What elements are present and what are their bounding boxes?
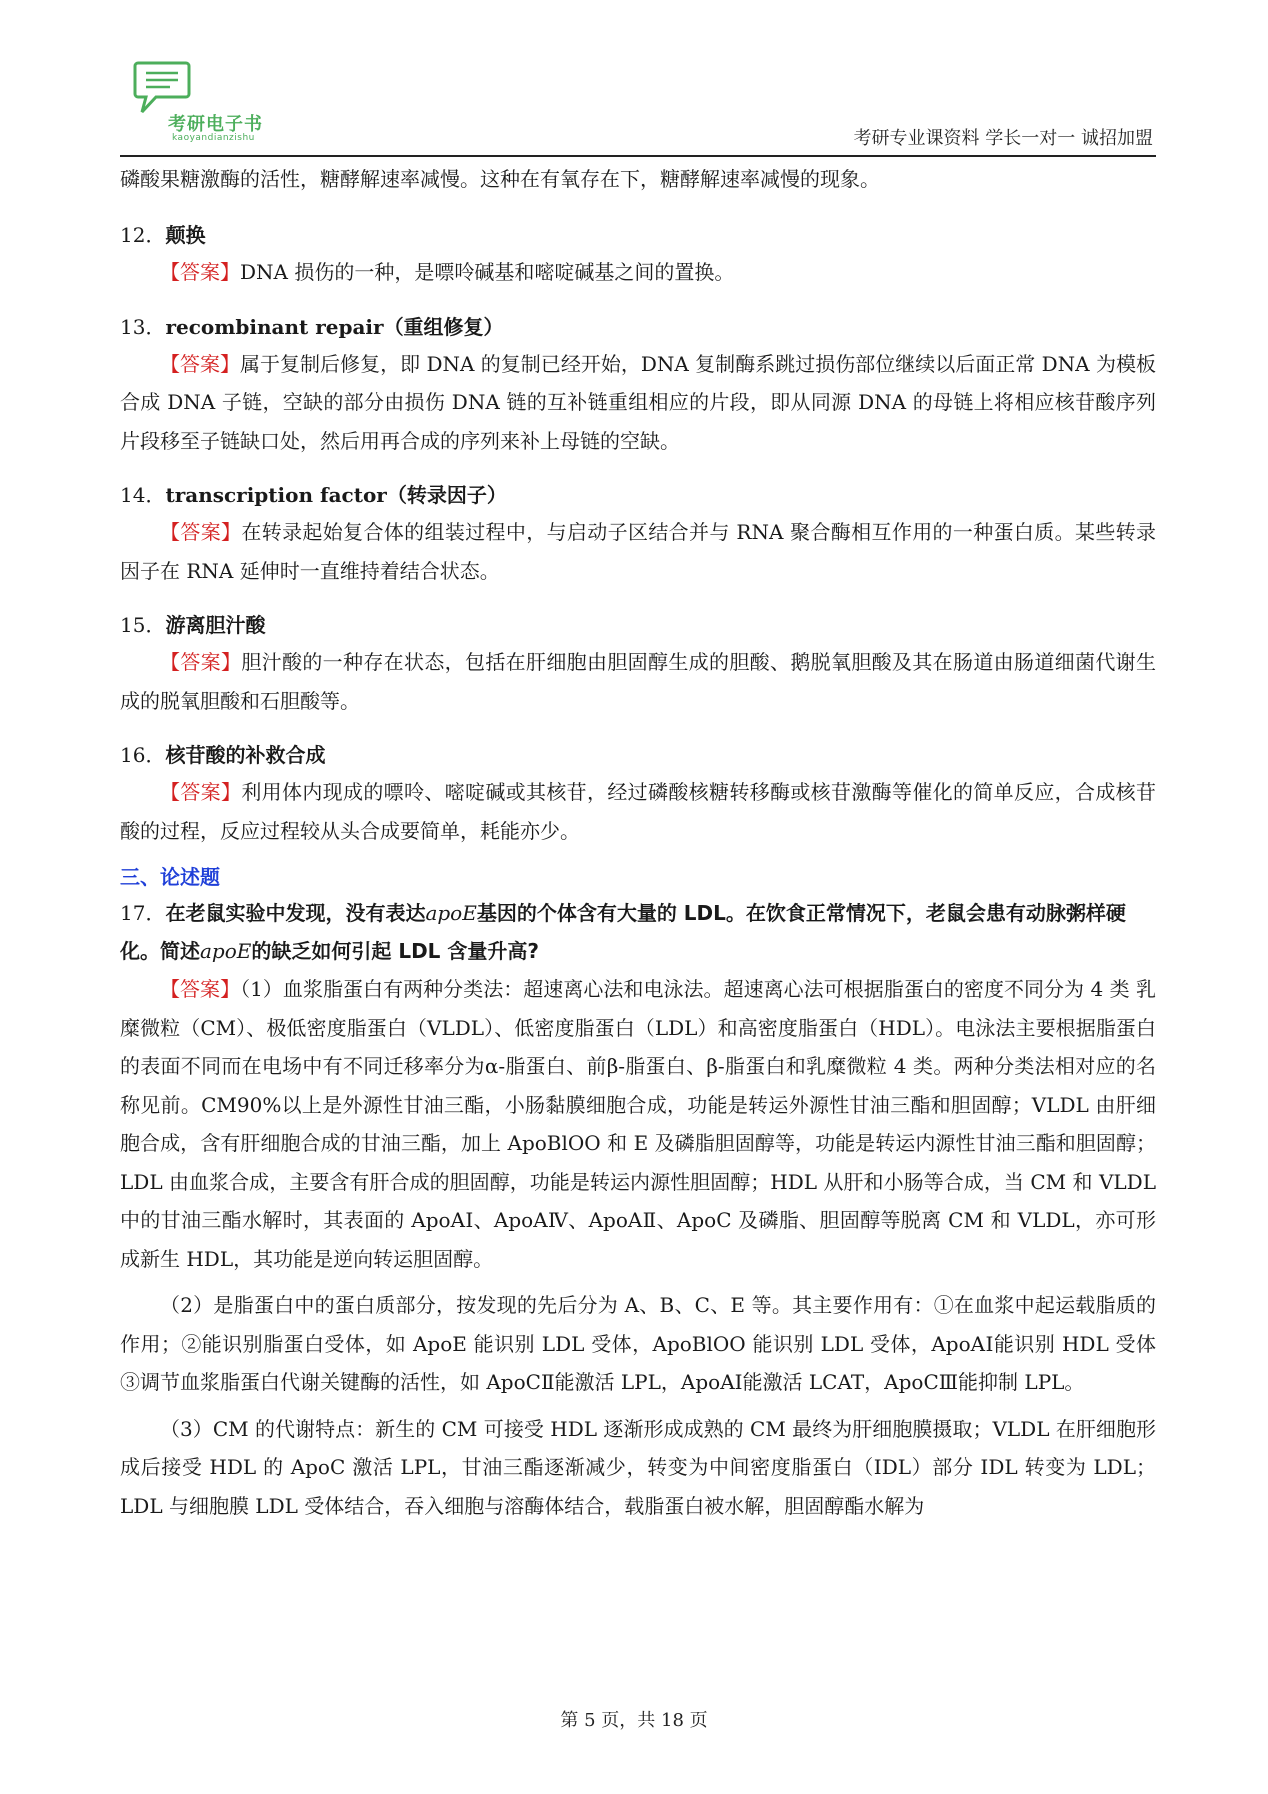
gene-name: apoE bbox=[425, 901, 477, 925]
question-14: 14．transcription factor（转录因子） bbox=[120, 483, 507, 507]
header-divider bbox=[120, 155, 1156, 157]
answer-17-part2: （2）是脂蛋白中的蛋白质部分，按发现的先后分为 A、B、C、E 等。其主要作用有：①在血浆中起运载脂质的作用；②能识别脂蛋白受体，如 ApoE 能识别 LDL 受体，ApoBlOO 能识别 LDL 受体，ApoAⅠ能识别 HDL 受体 ③调节血浆脂蛋白代谢关键酶的活性，如 ApoCⅡ能激活 LPL，ApoAⅠ能激活 LCAT，ApoCⅢ能抑制 LPL。 bbox=[120, 1293, 1156, 1394]
answer-12: 【答案】DNA 损伤的一种，是嘌呤碱基和嘧啶碱基之间的置换。 bbox=[160, 260, 735, 284]
gene-name: apoE bbox=[200, 939, 252, 963]
question-term-cn: （重组修复） bbox=[383, 314, 504, 339]
answer-label: 【答案】 bbox=[160, 260, 240, 284]
question-term: 颠换 bbox=[165, 223, 206, 247]
answer-label: 【答案】 bbox=[160, 351, 241, 376]
answer-label: 【答案】 bbox=[160, 520, 242, 544]
answer-14: 【答案】在转录起始复合体的组装过程中，与启动子区结合并与 RNA 聚合酶相互作用的一种蛋白质。某些转录因子在 RNA 延伸时一直维持着结合状态。 bbox=[120, 520, 1157, 583]
logo-text: 考研电子书 bbox=[168, 114, 263, 135]
question-term: 核苷酸的补救合成 bbox=[165, 743, 326, 767]
answer-17-part1: 【答案】（1）血浆脂蛋白有两种分类法：超速离心法和电泳法。超速离心法可根据脂蛋白的密度不同分为 4 类 乳糜微粒（CM）、极低密度脂蛋白（VLDL）、低密度脂蛋白（LDL）和高密度脂蛋白（HDL）。电泳法主要根据脂蛋白的表面不同而在电场中有不同迁移率分为α-脂蛋白、前β-脂蛋白、β-脂蛋白和乳糜微粒 4 类。两种分类法相对应的名称见前。CM90%以上是外源性甘油三酯，小肠黏膜细胞合成，功能是转运外源性甘油三酯和胆固醇；VLDL 由肝细胞合成，含有肝细胞合成的甘油三酯，加上 ApoBlOO 和 E 及磷脂胆固醇等，功能是转运内源性甘油三酯和胆固醇；LDL 由血浆合成，主要含有肝合成的胆固醇，功能是转运内源性胆固醇；HDL 从肝和小肠等合成，当 CM 和 VLDL 中的甘油三酯水解时，其表面的 ApoAⅠ、ApoAⅣ、ApoAⅡ、ApoC 及磷脂、胆固醇等脱离 CM 和 VLDL，亦可形成新生 HDL，其功能是逆向转运胆固醇。 bbox=[120, 977, 1156, 1271]
answer-label: 【答案】 bbox=[160, 650, 242, 674]
section-heading: 三、论述题 bbox=[120, 865, 220, 889]
answer-label: 【答案】 bbox=[160, 977, 241, 1001]
answer-label: 【答案】 bbox=[160, 780, 242, 804]
question-term-en: recombinant repair bbox=[165, 314, 384, 339]
question-16: 16．核苷酸的补救合成 bbox=[120, 743, 326, 767]
logo-subtitle: kaoyandianzishu bbox=[172, 133, 255, 143]
question-12: 12．颠换 bbox=[120, 223, 206, 247]
question-13: 13．recombinant repair（重组修复） bbox=[120, 314, 504, 339]
answer-17-part3: （3）CM 的代谢特点：新生的 CM 可接受 HDL 逐渐形成成熟的 CM 最终为肝细胞膜摄取；VLDL 在肝细胞形成后接受 HDL 的 ApoC 激活 LPL，甘油三酯逐渐减少，转变为中间密度脂蛋白（IDL）部分 IDL 转变为 LDL；LDL 与细胞膜 LDL 受体结合，吞入细胞与溶酶体结合，载脂蛋白被水解，胆固醇酯水解为 bbox=[120, 1416, 1156, 1518]
question-15: 15．游离胆汁酸 bbox=[120, 613, 266, 637]
question-term: 游离胆汁酸 bbox=[165, 613, 266, 637]
header-slogan: 考研专业课资料 学长一对一 诚招加盟 bbox=[853, 128, 1153, 149]
answer-13: 【答案】属于复制后修复，即 DNA 的复制已经开始，DNA 复制酶系跳过损伤部位继续以后面正常 DNA 为模板合成 DNA 子链，空缺的部分由损伤 DNA 链的互补链重组相应的片段，即从同源 DNA 的母链上将相应核苷酸序列片段移至子链缺口处，然后用再合成的序列来补上母链的空缺。 bbox=[120, 351, 1156, 453]
question-17: 17．在老鼠实验中发现，没有表达apoE基因的个体含有大量的 LDL。在饮食正常情况下，老鼠会患有动脉粥样硬化。简述apoE的缺乏如何引起 LDL 含量升高? bbox=[120, 901, 1126, 963]
answer-15: 【答案】胆汁酸的一种存在状态，包括在肝细胞由胆固醇生成的胆酸、鹅脱氧胆酸及其在肠道由肠道细菌代谢生成的脱氧胆酸和石胆酸等。 bbox=[120, 650, 1157, 713]
page-number: 第 5 页，共 18 页 bbox=[560, 1710, 708, 1731]
question-term-en: transcription factor bbox=[165, 483, 387, 507]
answer-16: 【答案】利用体内现成的嘌呤、嘧啶碱或其核苷，经过磷酸核糖转移酶或核苷激酶等催化的简单反应，合成核苷酸的过程，反应过程较从头合成要简单，耗能亦少。 bbox=[120, 780, 1157, 843]
page-content bbox=[120, 160, 1156, 1525]
continued-text: 磷酸果糖激酶的活性，糖酵解速率减慢。这种在有氧存在下，糖酵解速率减慢的现象。 bbox=[120, 167, 880, 191]
question-term-cn: （转录因子） bbox=[386, 483, 507, 507]
logo bbox=[132, 60, 282, 152]
speech-bubble-icon bbox=[132, 60, 192, 116]
